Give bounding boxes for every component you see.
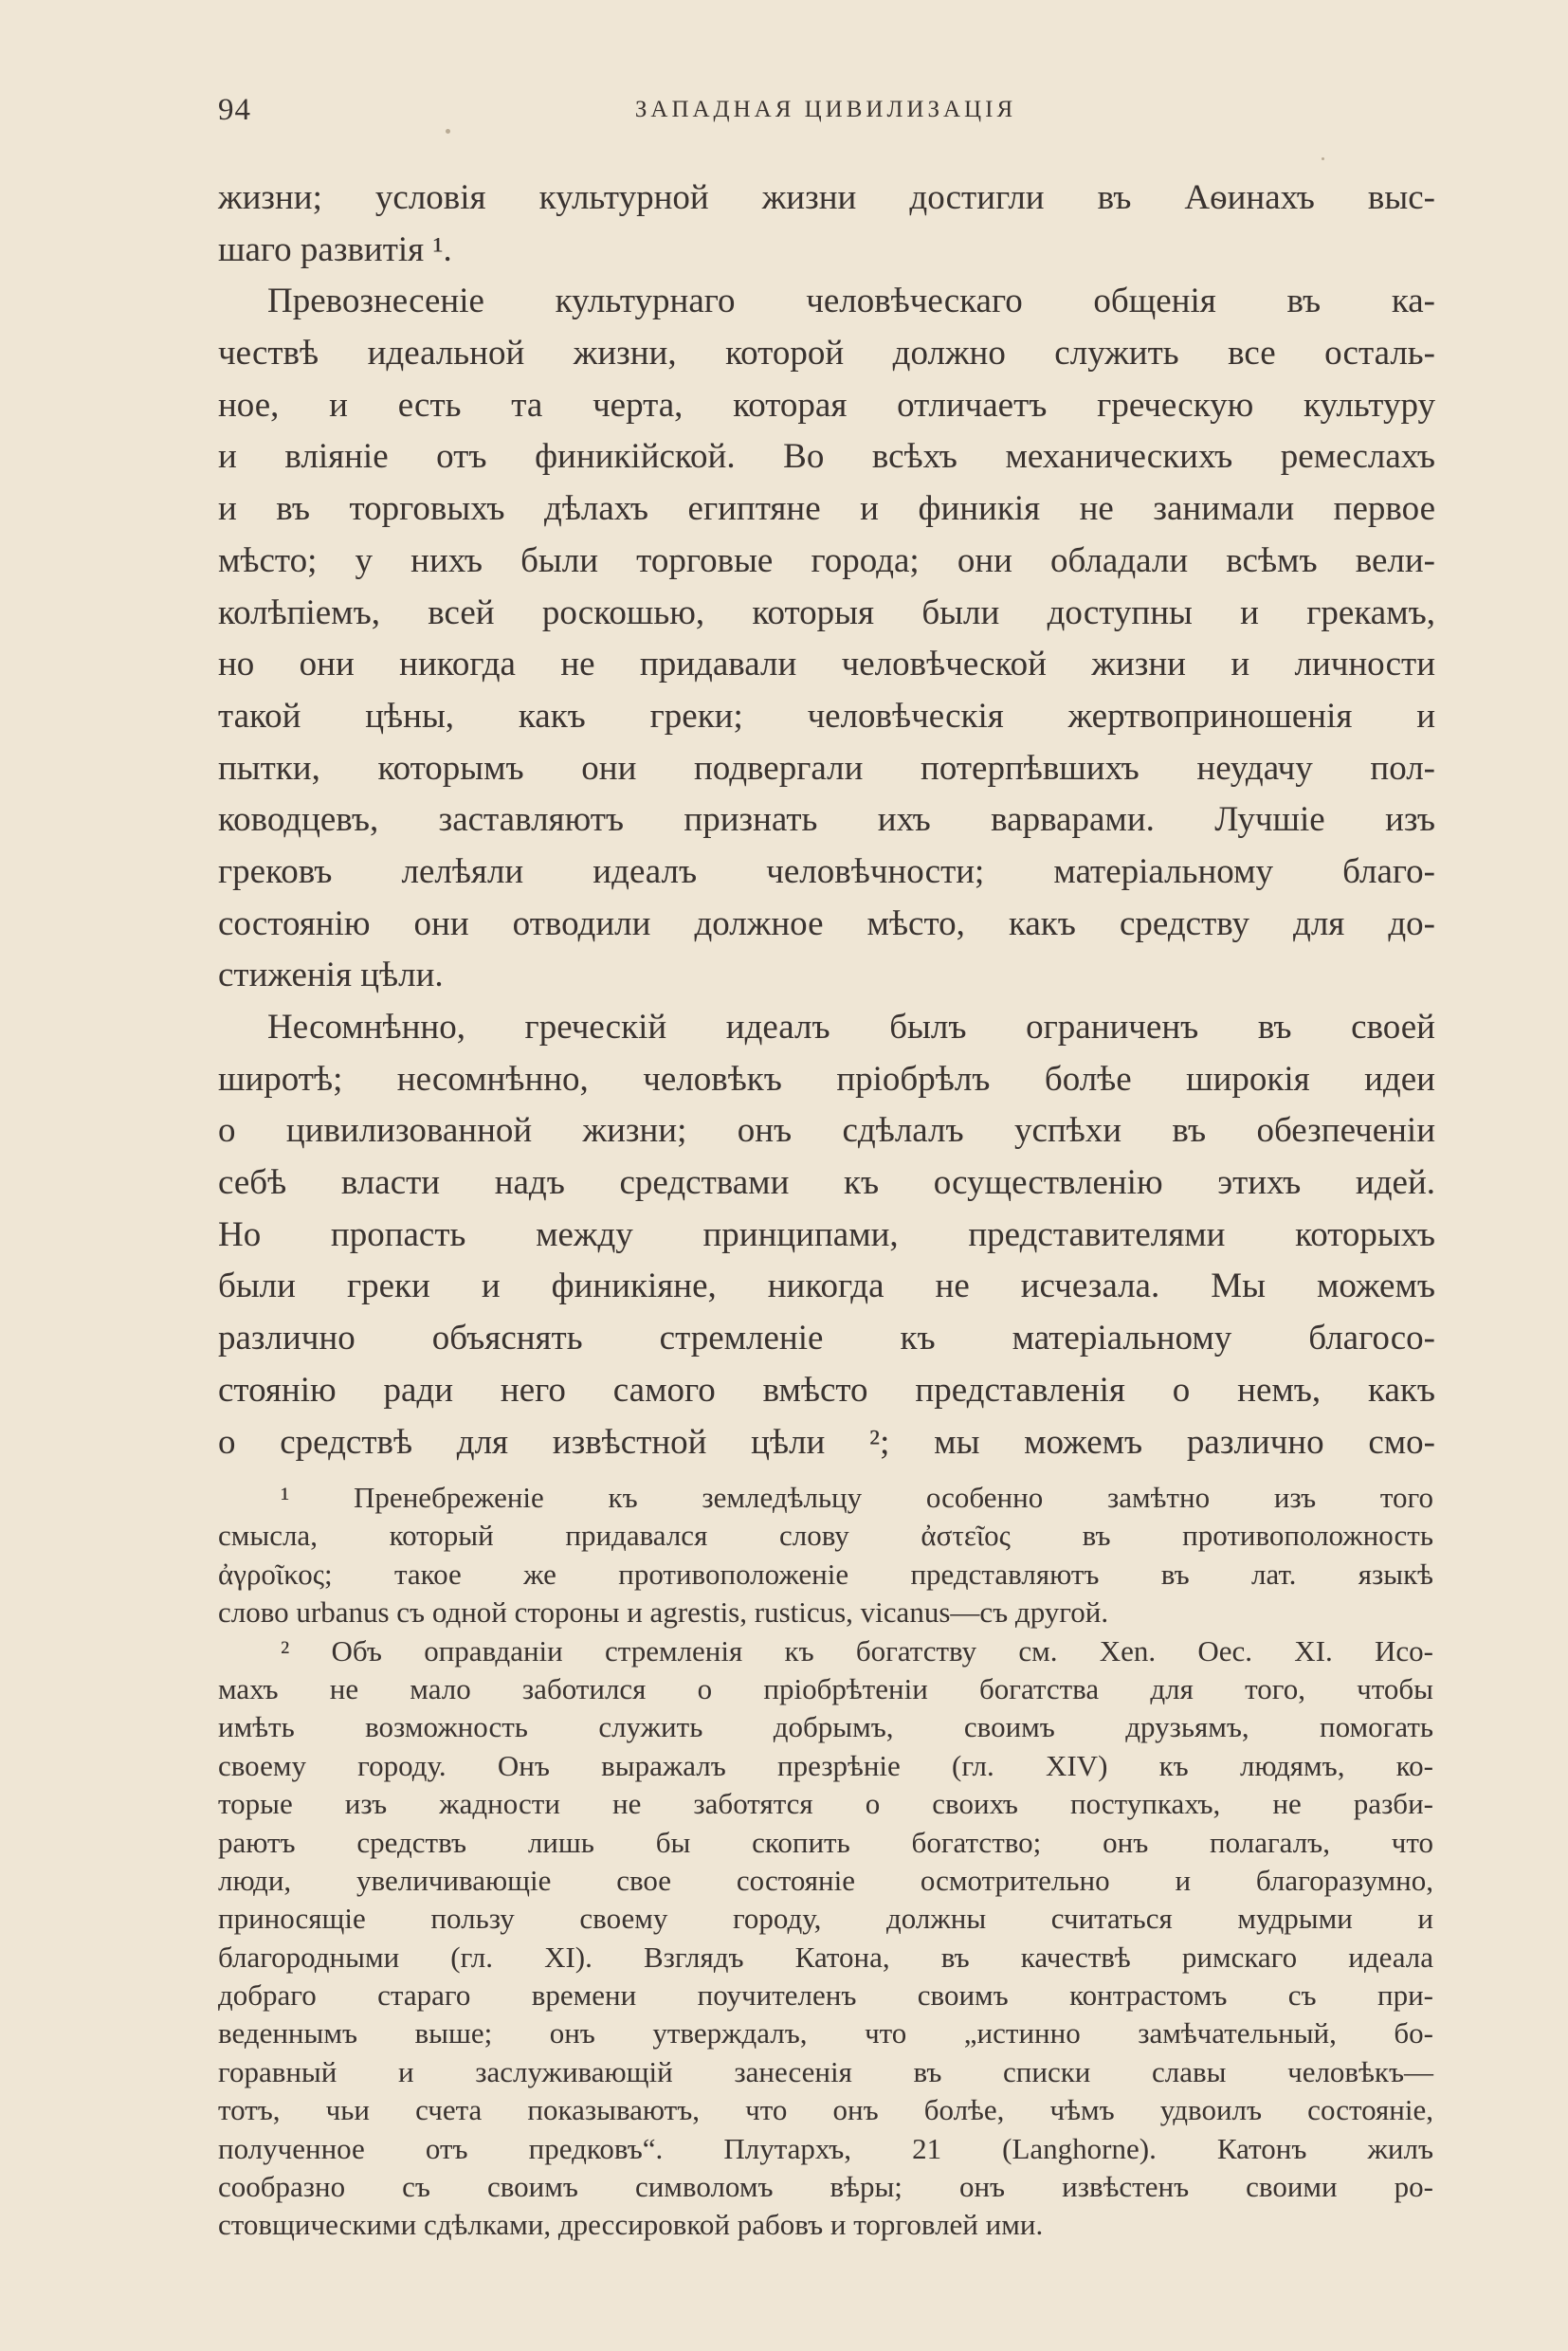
- footnotes: [218, 1479, 1433, 2245]
- text-line: широтѣ; несомнѣнно, человѣкъ пріобрѣлъ болѣе широкія идеи: [218, 1059, 1435, 1099]
- footnote-line: ἀγροῖκος; такое же противоположеніе представляютъ въ лат. языкѣ: [218, 1557, 1433, 1591]
- footnote-line: горавный и заслуживающій занесенія въ списки славы человѣкъ—: [218, 2054, 1433, 2088]
- footnote-line: торые изъ жадности не заботятся о своихъ поступкахъ, не разби-: [218, 1787, 1433, 1821]
- footnote-line: люди, увеличивающіе свое состояніе осмотрительно и благоразумно,: [218, 1863, 1433, 1897]
- text-line: такой цѣны, какъ греки; человѣческія жертвоприношенія и: [218, 696, 1435, 736]
- text-line: пытки, которымъ они подвергали потерпѣвшихъ неудачу пол-: [218, 748, 1435, 788]
- footnote-line: стовщическими сдѣлками, дрессировкой рабовъ и торговлей ими.: [218, 2208, 1044, 2242]
- footnote-line: махъ не мало заботился о пріобрѣтеніи богатства для того, чтобы: [218, 1671, 1433, 1705]
- text-line: жизни; условія культурной жизни достигли въ Аѳинахъ выс-: [218, 178, 1435, 217]
- body-text: [218, 173, 1435, 1468]
- footnote-line: слово urbanus съ одной стороны и agrestis, rusticus, vicanus—съ другой.: [218, 1595, 1109, 1630]
- footnote-line: благородными (гл. XI). Взглядъ Катона, въ качествѣ римскаго идеала: [218, 1940, 1433, 1974]
- text-line: и въ торговыхъ дѣлахъ египтяне и финикія не занимали первое: [218, 489, 1435, 529]
- text-line: были греки и финикіяне, никогда не исчезала. Мы можемъ: [218, 1267, 1435, 1306]
- text-line: себѣ власти надъ средствами къ осуществленію этихъ идей.: [218, 1163, 1435, 1203]
- footnote-line: тотъ, чьи счета показываютъ, что онъ болѣе, чѣмъ удвоилъ состояніе,: [218, 2093, 1433, 2127]
- text-line: ное, и есть та черта, которая отличаетъ греческую культуру: [218, 385, 1435, 425]
- page-number: 94: [218, 93, 251, 127]
- footnote-2: [218, 1632, 1433, 2245]
- paper-speck: [1322, 157, 1324, 160]
- text-line: колѣпіемъ, всей роскошью, которыя были доступны и грекамъ,: [218, 592, 1435, 632]
- paragraph-3: [218, 1002, 1435, 1468]
- footnote-line: сообразно съ своимъ символомъ вѣры; онъ извѣстенъ своими ро-: [218, 2170, 1433, 2204]
- text-line: о средствѣ для извѣстной цѣли ²; мы можемъ различно смо-: [218, 1422, 1435, 1462]
- text-line: чествѣ идеальной жизни, которой должно служить все осталь-: [218, 334, 1435, 374]
- text-line: но они никогда не придавали человѣческой жизни и личности: [218, 645, 1435, 684]
- text-line: стоянію ради него самого вмѣсто представленія о немъ, какъ: [218, 1370, 1435, 1410]
- footnote-line: добраго стараго времени поучителенъ своимъ контрастомъ съ при-: [218, 1978, 1433, 2013]
- text-line: Превознесеніе культурнаго человѣческаго общенія въ ка-: [267, 282, 1435, 321]
- footnote-line: веденнымъ выше; онъ утверждалъ, что „истинно замѣчательный, бо-: [218, 2016, 1433, 2050]
- footnote-line: своему городу. Онъ выражалъ презрѣніе (гл. XIV) къ людямъ, ко-: [218, 1748, 1433, 1782]
- footnote-line: ¹ Пренебреженіе къ земледѣльцу особенно замѣтно изъ того: [281, 1481, 1433, 1514]
- text-line: Несомнѣнно, греческій идеалъ былъ ограниченъ въ своей: [267, 1008, 1435, 1047]
- text-line: и вліяніе отъ финикійской. Во всѣхъ механическихъ ремеслахъ: [218, 437, 1435, 477]
- text-line: состоянію они отводили должное мѣсто, какъ средству для до-: [218, 903, 1435, 943]
- footnote-line: имѣть возможность служить добрымъ, своимъ друзьямъ, помогать: [218, 1710, 1433, 1744]
- text-line: шаго развитія ¹.: [218, 229, 452, 269]
- paragraph-1: [218, 173, 1435, 276]
- text-line: о цивилизованной жизни; онъ сдѣлалъ успѣхи въ обезпеченіи: [218, 1111, 1435, 1151]
- text-line: ководцевъ, заставляютъ признать ихъ варварами. Лучшіе изъ: [218, 800, 1435, 840]
- footnote-line: ² Объ оправданіи стремленія къ богатству см. Xen. Oec. XI. Исо-: [281, 1633, 1433, 1668]
- text-line: грековъ лелѣяли идеалъ человѣчности; матеріальному благо-: [218, 851, 1435, 891]
- footnote-line: полученное отъ предковъ“. Плутархъ, 21 (Langhorne). Катонъ жилъ: [218, 2131, 1433, 2165]
- footnote-line: приносящіе пользу своему городу, должны считаться мудрыми и: [218, 1902, 1433, 1936]
- text-line: мѣсто; у нихъ были торговые города; они обладали всѣмъ вели-: [218, 540, 1435, 580]
- running-title: ЗАПАДНАЯ ЦИВИЛИЗАЦІЯ: [634, 97, 1017, 122]
- text-line: стиженія цѣли.: [218, 956, 444, 995]
- footnote-line: раютъ средствъ лишь бы скопить богатство; онъ полагалъ, что: [218, 1825, 1433, 1859]
- text-line: Но пропасть между принципами, представителями которыхъ: [218, 1214, 1435, 1254]
- text-line: различно объяснять стремленіе къ матеріальному благосо-: [218, 1319, 1435, 1358]
- running-head: [218, 93, 1433, 131]
- footnote-1: [218, 1479, 1433, 1632]
- footnote-line: смысла, который придавался слову ἀστεῖος въ противоположность: [218, 1519, 1433, 1553]
- paragraph-2: [218, 276, 1435, 1002]
